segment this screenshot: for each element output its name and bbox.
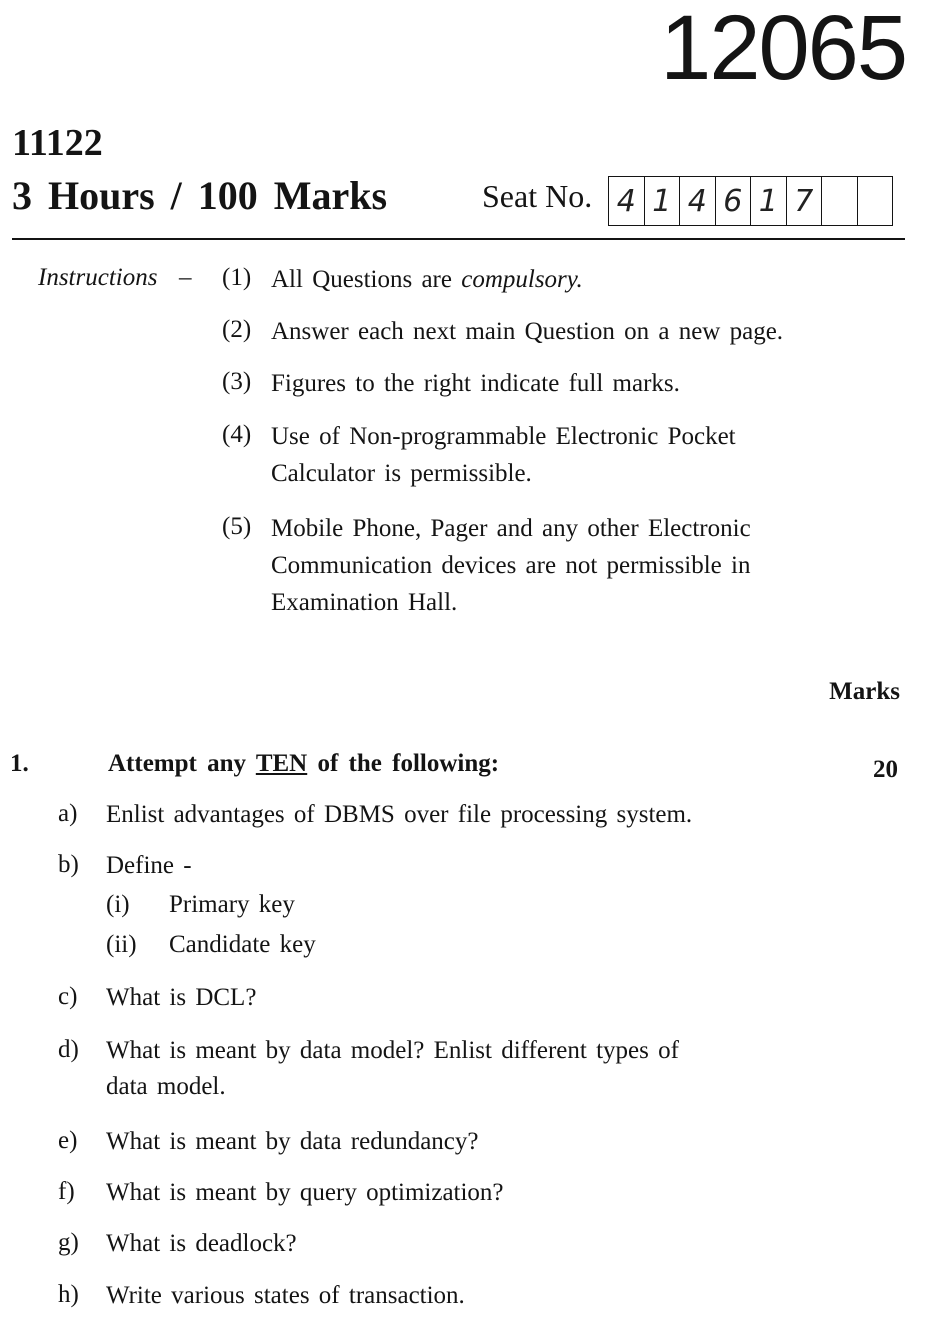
instruction-text: Answer each next main Question on a new page.: [271, 318, 784, 345]
part-letter: g): [58, 1229, 79, 1256]
part-text: What is deadlock?: [106, 1230, 297, 1257]
instruction-number: (4): [222, 421, 252, 448]
sub-part-number: (i): [106, 891, 130, 918]
seat-digit-box: 7: [787, 177, 823, 225]
part-letter: a): [58, 800, 78, 827]
seat-number-label: Seat No.: [482, 178, 593, 214]
instructions-dash: –: [179, 264, 192, 291]
instruction-text: All Questions are compulsory.: [271, 266, 583, 293]
part-text: Write various states of transaction.: [106, 1282, 465, 1309]
instruction-number: (5): [222, 513, 252, 540]
seat-digit-box: 4: [680, 177, 716, 225]
instruction-text: Mobile Phone, Pager and any other Electronic Communication devices are not permissible in Examination Hall.: [271, 515, 751, 616]
part-letter: d): [58, 1036, 79, 1063]
seat-digit-box: [822, 177, 858, 225]
part-text: What is DCL?: [106, 984, 257, 1011]
seat-digit-box: 1: [751, 177, 787, 225]
sub-part-number: (ii): [106, 931, 137, 958]
instructions-title: Instructions: [38, 264, 158, 291]
seat-digit-box: 1: [645, 177, 681, 225]
part-text: Define -: [106, 852, 192, 879]
instruction-text: Figures to the right indicate full marks.: [271, 370, 680, 397]
part-text: What is meant by data model? Enlist different types of data model.: [106, 1037, 679, 1100]
seat-digit-box: 4: [609, 177, 645, 225]
part-letter: h): [58, 1281, 79, 1308]
duration-marks: 3 Hours / 100 Marks: [12, 173, 388, 218]
instruction-text: Use of Non-programmable Electronic Pocket Calculator is permissible.: [271, 423, 736, 487]
part-letter: f): [58, 1178, 75, 1205]
sub-part-text: Primary key: [169, 891, 295, 918]
header-divider: [12, 238, 905, 240]
question-paper-code-large: 12065: [660, 0, 906, 99]
sub-part-text: Candidate key: [169, 931, 316, 958]
instruction-number: (3): [222, 368, 252, 395]
part-text: What is meant by query optimization?: [106, 1179, 504, 1206]
question-marks: 20: [873, 756, 898, 783]
paper-code: 11122: [12, 122, 103, 164]
part-letter: c): [58, 983, 78, 1010]
instruction-number: (1): [222, 264, 252, 291]
marks-column-heading: Marks: [829, 678, 900, 705]
seat-digit-box: [858, 177, 894, 225]
seat-number-boxes: [608, 176, 893, 226]
part-letter: e): [58, 1127, 78, 1154]
part-text: Enlist advantages of DBMS over file processing system.: [106, 801, 693, 828]
seat-digit-box: 6: [716, 177, 752, 225]
question-number: 1.: [10, 750, 29, 777]
instruction-number: (2): [222, 316, 252, 343]
part-letter: b): [58, 851, 79, 878]
question-title: Attempt any TEN of the following:: [108, 750, 500, 777]
part-text: What is meant by data redundancy?: [106, 1128, 479, 1155]
